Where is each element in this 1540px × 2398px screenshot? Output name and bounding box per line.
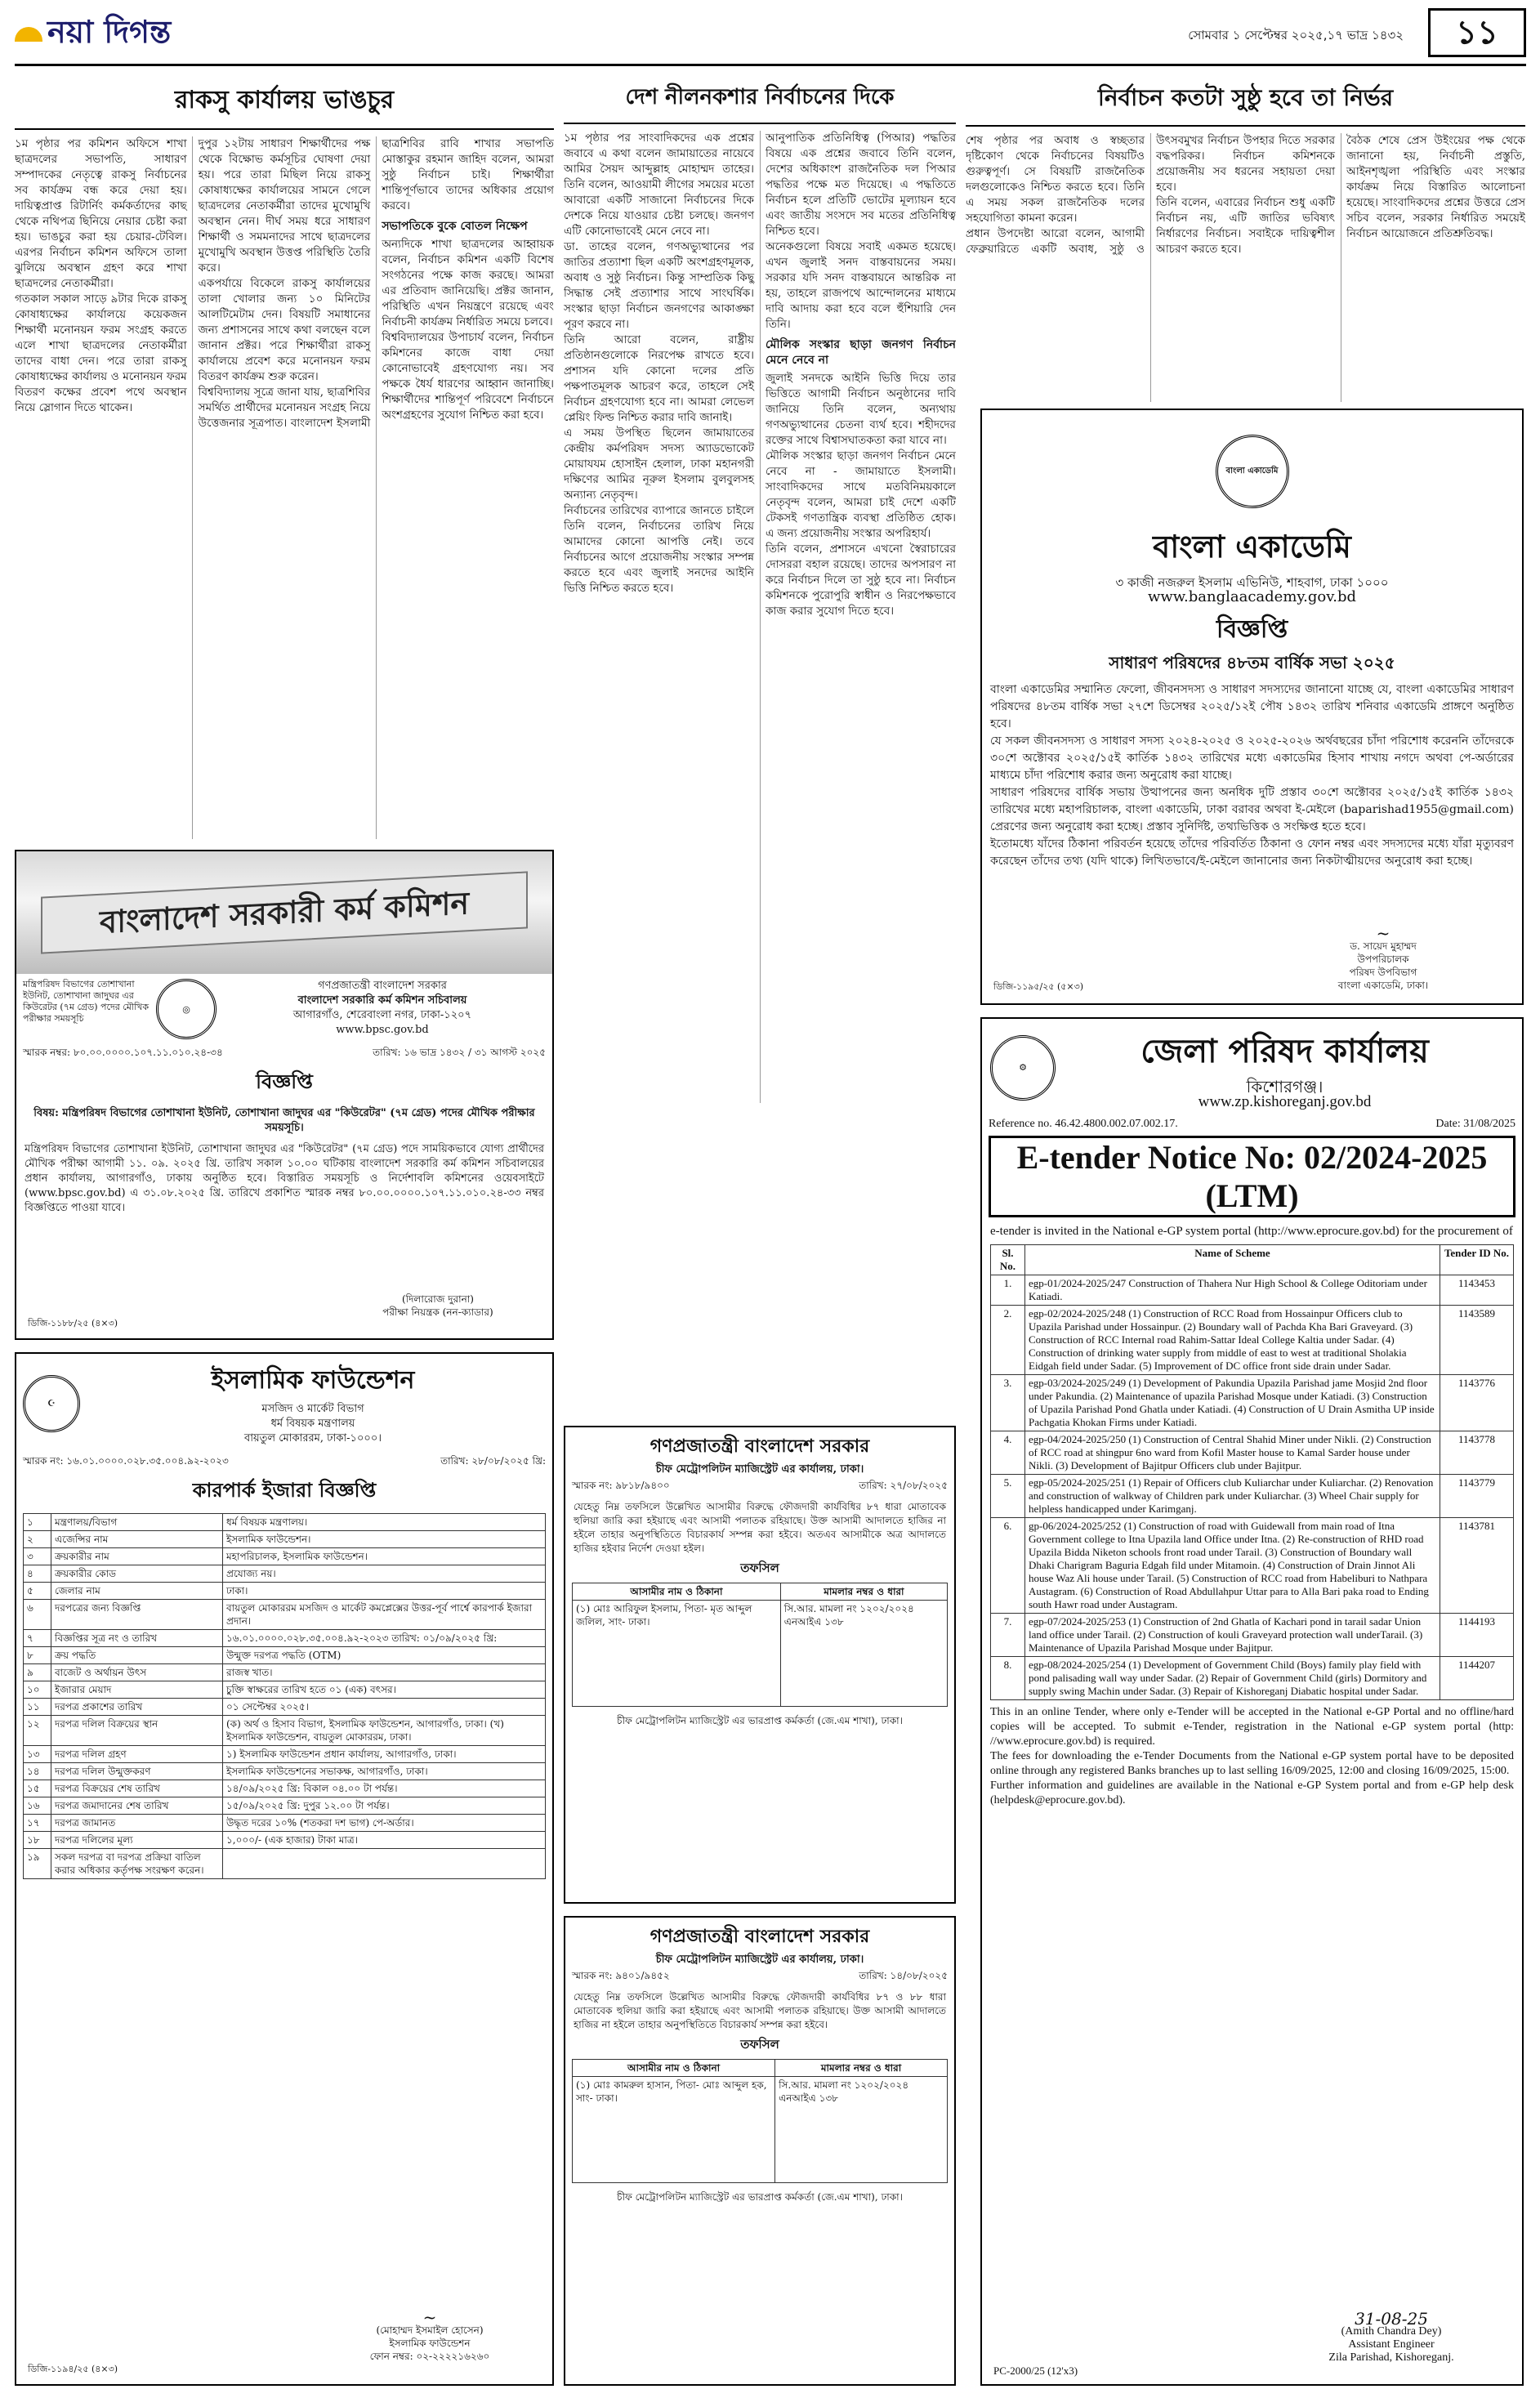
article-fair-election (966, 75, 1525, 402)
paragraph: তিনি আরো বলেন, রাষ্ট্রীয় প্রতিষ্ঠানগুলোকে নিরপেক্ষ রাখতে হবে। প্রশাসন যদি কোনো দলের প্রতি পক্ষপাতমূলক আচরণ করে, তাহলে সেই নির্বাচন গ্রহণযোগ্য হবে না। আমরা লেভেল প্লেয়িং ফিল্ড নিশ্চিত করার দাবি জানাই। (564, 333, 754, 424)
value-cell: মহাপরিচালক, ইসলামিক ফাউন্ডেশন। (223, 1548, 546, 1565)
signature-block (1277, 2309, 1506, 2365)
table-wrap (565, 2056, 954, 2186)
headline: রাকসু কার্যালয় ভাঙচুর (15, 75, 554, 130)
paragraph: বিশ্ববিদ্যালয়ের উপাচার্য বলেন, নির্বাচন কমিশনের কাজে বাধা দেয়া কোনোভাবেই গ্রহণযোগ্য নয়। সব পক্ষকে ধৈর্য ধারণের আহ্বান জানাচ্ছি। শিক্ষার্থীদের শান্তিপূর্ণ পরিবেশে নির্বাচনে অংশগ্রহণের সুযোগ নিশ্চিত করা হবে। (382, 331, 554, 422)
value-cell: ধর্ম বিষয়ক মন্ত্রণালয়। (223, 1514, 546, 1531)
value-cell: ১,০০০/- (এক হাজার) টাকা মাত্র। (223, 1832, 546, 1849)
memo: স্মারক নং: ৯৮১৮/৯৪০০ (572, 1480, 670, 1491)
accused-table (572, 1583, 948, 1707)
label-cell: বিজ্ঞপ্তির সূত্র নং ও তারিখ (51, 1630, 223, 1647)
id-cell: 1143781 (1440, 1518, 1514, 1614)
table-row (24, 1780, 546, 1797)
paragraph: মৌলিক সংস্কার ছাড়া জনগণ নির্বাচন মেনে নেবে না - জামায়াতে ইসলামী। সাংবাদিকদের সাথে মতবিনিময়কালে নেতৃবৃন্দ বলেন, আমরা চাই দেশে একটি টেকসই গণতান্ত্রিক ব্যবস্থা প্রতিষ্ঠিত হোক। এ জন্য প্রয়োজনীয় সংস্কার অপরিহার্য। (766, 449, 956, 540)
court-notice-2 (564, 1916, 956, 2386)
page-header (15, 8, 1526, 60)
address: বায়তুল মোকাররম, ঢাকা-১০০০। (244, 1432, 382, 1445)
paragraph: এ সময় উপস্থিত ছিলেন জামায়াতের কেন্দ্রীয় কর্মপরিষদ সদস্য অ্যাডভোকেট মোয়াযযম হোসাইন হেলাল, ঢাকা মহানগরী দক্ষিণের আমির নূরুল ইসলাম বুলবুলসহ অন্যান্য নেতৃবৃন্দ। (564, 426, 754, 502)
table-row (991, 1431, 1514, 1475)
table-row (991, 1614, 1514, 1657)
subhead: সভাপতিকে বুকে বোতল নিক্ষেপ (382, 220, 528, 233)
sun-icon (15, 27, 42, 42)
district: কিশোরগঞ্জ। (1246, 1078, 1324, 1096)
article-body (966, 133, 1525, 402)
islamic-foundation-ad (15, 1352, 554, 2386)
label-cell: বাজেট ও অর্থায়ন উৎস (51, 1664, 223, 1681)
sl-cell: 3. (991, 1375, 1025, 1431)
tender-notice-title: E-tender Notice No: 02/2024-2025 (LTM) (989, 1136, 1515, 1217)
memo-line (16, 1044, 552, 1064)
signer-org: বাংলা একাডেমি, ঢাকা। (1337, 980, 1429, 991)
table-row (24, 1600, 546, 1630)
value-cell: রাজস্ব খাত। (223, 1664, 546, 1681)
sl-cell: 6. (991, 1518, 1025, 1614)
table-header-row (573, 2060, 948, 2077)
bpsc-header (16, 974, 552, 1044)
notice-body: মন্ত্রিপরিষদ বিভাগের তোশাখানা ইউনিট, তোশাখানা জাদুঘর এর "কিউরেটর" (৭ম গ্রেড) পদে সাময়িকভাবে যোগ্য প্রার্থীদের মৌখিক পরীক্ষা আগামী ১১. ০৯. ২০২৫ খ্রি. তারিখ সকাল ১০.০০ ঘটিকায় বাংলাদেশ সরকারি কর্ম কমিশন সচিবালয়ের প্রধান কার্যালয়, আগারগাঁও, ঢাকায় অনুষ্ঠিত হবে। বিস্তারিত সময়সূচি ও নির্দেশাবলি কমিশনের ওয়েবসাইটে (www.bpsc.gov.bd) এ ৩১.০৮.২০২৫ খ্রি. তারিখে প্রকাশিত স্মারক নম্বর ৮০.০০.০০০০.১০৭.১১.০১০.২৪-৩৩ নম্বর বিজ্ঞপ্তিতে পাওয়া যাবে। (25, 1143, 544, 1214)
table-row (24, 1699, 546, 1716)
emblem-wrap (154, 979, 219, 1039)
court: চীফ মেট্রোপলিটন ম্যাজিস্ট্রেট এর কার্যালয়, ঢাকা। (655, 1463, 864, 1476)
table-row (24, 1514, 546, 1531)
bpsc-emblem-icon: ◎ (156, 979, 216, 1039)
sl-cell: 8. (991, 1657, 1025, 1700)
table-header-row (573, 1583, 948, 1601)
signature-block (340, 1293, 536, 1319)
serial-cell: ১৯ (24, 1849, 51, 1879)
court: চীফ মেট্রোপলিটন ম্যাজিস্ট্রেট এর কার্যালয়, ঢাকা। (655, 1954, 864, 1966)
header-text (219, 979, 546, 1039)
signer: (Amith Chandra Dey) (1341, 2325, 1442, 2338)
paragraph: একপর্যায়ে বিকেলে রাকসু কার্যালয়ের তালা খোলার জন্য ১০ মিনিটের আলটিমেটাম দেন। বিষয়টি সমাধানের জন্য প্রশাসনের সাথে কথা বলছেন বলে জানান প্রক্টর। পরে শিক্ষার্থীরা রাকসু কার্যালয়ে প্রবেশ করে মনোনয়ন ফরম বিতরণ কার্যক্রম শুরু করেন। (198, 277, 371, 383)
label-cell: দরপত্র দলিল গ্রহণ (51, 1746, 223, 1763)
notice-heading: কারপার্ক ইজারা বিজ্ঞপ্তি (192, 1479, 377, 1502)
page-number: ১১ (1428, 8, 1526, 57)
value-cell: ১৬.০১.০০০০.০২৮.৩৫.০০৪.৯২-২০২৩ তারিখ: ০১/০৯/২০২৫ খ্রি: (223, 1630, 546, 1647)
id-cell: 1143779 (1440, 1475, 1514, 1518)
if-title: ইসলামিক ফাউন্ডেশন (211, 1366, 415, 1395)
sl-cell: 2. (991, 1306, 1025, 1375)
scheme-cell: egp-04/2024-2025/250 (1) Construction of Central Shahid Miner under Nikli. (2) Construction of RCC road at shingpur 6no ward from Kofil Master house to Kamal Sarder house under Nikli. (3) Development of Bajitpur Officers club under Bajitpur. (1025, 1431, 1440, 1475)
scheme-cell: egp-03/2024-2025/249 (1) Development of Pakundia Upazila Parishad jame Mosjid 2nd floor under Pakundia. (2) Maintenance of upazila Parishad Mosque under Katiadi. (3) Construction of Upazila Parishad Pond Ghatla under Katiadi. (4) Construction of U Drain Asmitha UP inside Pachgatia Khokan Firms under Katiadi. (1025, 1375, 1440, 1431)
serial-cell: ৮ (24, 1647, 51, 1664)
accused-cell: (১) মোঃ কামরুল হাসান, পিতা- মোঃ আব্দুল হক, সাং- ঢাকা। (573, 2077, 775, 2183)
court-notice-1 (564, 1426, 956, 1904)
signature: ~ (422, 2307, 437, 2327)
value-cell: ১) ইসলামিক ফাউন্ডেশন প্রধান কার্যালয়, আগারগাঁও, ঢাকা। (223, 1746, 546, 1763)
label-cell: দরপত্র দলিলের মূল্য (51, 1832, 223, 1849)
dateline: সোমবার ১ সেপ্টেম্বর ২০২৫,১৭ ভাদ্র ১৪৩২ (1188, 28, 1404, 42)
table-wrap (982, 1243, 1522, 1702)
scheme-cell: egp-01/2024-2025/247 Construction of Thahera Nur High School & College Oditoriam under Katiadi. (1025, 1275, 1440, 1306)
memo-line (565, 1477, 954, 1497)
serial-cell: ১৪ (24, 1763, 51, 1780)
memo: স্মারক নং: ১৬.০১.০০০০.০২৮.৩৫.০০৪.৯২-২০২৩ (23, 1455, 229, 1467)
signer-title: উপপরিচালক (1357, 953, 1409, 965)
bpsc-banner-photo (16, 851, 552, 974)
value-cell: ইসলামিক ফাউন্ডেশন। (223, 1531, 546, 1548)
paragraph: ১ম পৃষ্ঠার পর কমিশন অফিসে শাখা ছাত্রদলের সভাপতি, সাধারণ সম্পাদকের নেতৃত্বে রাকসু নির্বাচনের সব কার্যক্রম বন্ধ করে দেয়া হয়। দায়িত্বপ্রাপ্ত রিটার্নিং কর্মকর্তাদের কাছ থেকে নথিপত্র ছিনিয়ে নেয়ার চেষ্টা করা হয়। ভাঙচুর করা হয় চেয়ার-টেবিল। এরপর নির্বাচন কমিশন অফিসে তালা ঝুলিয়ে অবস্থান গ্রহণ করে শাখা ছাত্রদলের নেতাকর্মীরা। (15, 137, 187, 290)
phone: ফোন নম্বর: ০২-২২২২১৬২৬০ (369, 2351, 490, 2362)
table-row (24, 1664, 546, 1681)
paragraph: অন্যদিকে শাখা ছাত্রদলের আহ্বায়ক বলেন, নির্বাচন কমিশন একটি বিশেষ সংগঠনের পক্ষে কাজ করছে। আমরা এর প্রতিবাদ জানিয়েছি। প্রক্টর জানান, পরিস্থিতি এখন নিয়ন্ত্রণে রয়েছে এবং নির্বাচনী কার্যক্রম নির্ধারিত সময়ে চলবে। (382, 238, 554, 328)
paragraph: যে সকল জীবনসদস্য ও সাধারণ সদস্য ২০২৪-২০২৫ ও ২০২৫-২০২৬ অর্থবছরের চাঁদা পরিশোধ করেননি তাঁদেরকে ৩০শে অক্টোবর ২০২৫/১৫ই কার্তিক ১৪৩২ তারিখের মধ্যে একাডেমির হিসাব শাখায় নগদে অথবা পে-অর্ডারের মাধ্যমে চাঁদা পরিশোধ করার জন্য অনুরোধ করা যাচ্ছে। (990, 735, 1514, 782)
tender-table (990, 1244, 1514, 1700)
id-cell: 1143589 (1440, 1306, 1514, 1375)
value-cell: ১৪/০৯/২০২৫ খ্রি: বিকাল ০৪.০০ টা পর্যন্ত। (223, 1780, 546, 1797)
article-raksu (15, 75, 554, 839)
sl-cell: 4. (991, 1431, 1025, 1475)
paragraph: জুলাই সনদকে আইনি ভিত্তি দিয়ে তার ভিত্তিতে আগামী নির্বাচন অনুষ্ঠানের দাবি জানিয়ে তিনি বলেন, অন্যথায় গণঅভ্যুত্থানের চেতনা ব্যর্থ হবে। শহীদদের রক্তের সাথে বিশ্বাসঘাতকতা করা যাবে না। (766, 372, 956, 447)
paragraph: বাংলা একাডেমির সম্মানিত ফেলো, জীবনসদস্য ও সাধারণ সদস্যদের জানানো যাচ্ছে যে, বাংলা একাডেমির সাধারণ পরিষদের ৪৮তম বার্ষিক সভা ২৭শে ডিসেম্বর ২০২৫/১২ই পৌষ ১৪৩২ তারিখ শনিবার একাডেমি প্রাঙ্গণে অনুষ্ঠিত হবে। (990, 683, 1514, 730)
header-text (80, 1360, 546, 1446)
column-header: Tender ID No. (1440, 1245, 1514, 1275)
table-row (24, 1746, 546, 1763)
signature: 31-08-25 (1355, 2309, 1428, 2329)
subject: বিষয়: মন্ত্রিপরিষদ বিভাগের তোশাখানা ইউনিট, তোশাখানা জাদুঘর এর "কিউরেটর" (৭ম গ্রেড) পদের মৌখিক পরীক্ষার সময়সূচি। (33, 1107, 535, 1134)
paragraph: নির্বাচনের তারিখের ব্যাপারে জানতে চাইলে তিনি বলেন, নির্বাচনের তারিখ নিয়ে আমাদের কোনো আপত্তি নেই। তবে নির্বাচনের আগে প্রয়োজনীয় সংস্কার সম্পন্ন করতে হবে এবং জুলাই সনদের আইনি ভিত্তি নিশ্চিত করতে হবে। (564, 504, 754, 595)
academy-title: বাংলা একাডেমি (1153, 529, 1351, 565)
date: তারিখ: ২৮/০৮/২০২৫ খ্রি: (440, 1455, 546, 1467)
table-row (573, 1601, 948, 1707)
ad-code: ডিজি-১১৯৪/২৫ (৪×৩) (28, 2364, 118, 2374)
gov: গণপ্রজাতন্ত্রী বাংলাদেশ সরকার (649, 1436, 870, 1457)
label-cell: দরপত্র জামানত (51, 1815, 223, 1832)
label-cell: ইজারার মেয়াদ (51, 1681, 223, 1699)
schedule-heading: তফসিল (740, 2037, 779, 2052)
label-cell: সকল দরপত্র বা দরপত্র প্রক্রিয়া বাতিল করার অধিকার কর্তৃপক্ষ সংরক্ষণ করেন। (51, 1849, 223, 1879)
column-header: মামলার নম্বর ও ধারা (775, 2060, 948, 2077)
table-body (24, 1514, 546, 1879)
paragraph: আনুপাতিক প্রতিনিধিত্ব (পিআর) পদ্ধতির বিষয়ে এক প্রশ্নের জবাবে তিনি বলেন, দেশের অধিকাংশ রাজনৈতিক দল পিআর পদ্ধতির পক্ষে মত দিয়েছে। এ পদ্ধতিতে নির্বাচন হলে প্রতিটি ভোটের মূল্যায়ন হবে এবং জাতীয় সংসদে সব মতের প্রতিনিধিত্ব নিশ্চিত হবে। (766, 132, 956, 238)
org: বাংলাদেশ সরকারি কর্ম কমিশন সচিবালয় (297, 994, 467, 1007)
note: This in an online Tender, where only e-Tender will be accepted in the National e-GP Portal and no offline/hard copies will be accepted. To submit e-Tender, registration in the National e-GP system portal (http: //www.eprocure.gov.bd) is required. (990, 1706, 1514, 1748)
id-cell: 1143776 (1440, 1375, 1514, 1431)
paragraph: প্রধান উপদেষ্টা আরো বলেন, আগামী ফেব্রুয়ারিতে একটি অবাধ, সুষ্ঠু ও উৎসবমুখর নির্বাচন উপহার দিতে সরকার বদ্ধপরিকর। নির্বাচন কমিশনকে প্রয়োজনীয় সব ধরনের সহায়তা দেয়া হবে। (966, 134, 1335, 256)
value-cell: বায়তুল মোকাররম মসজিদ ও মার্কেট কমপ্লেক্সের উত্তর-পূর্ব পার্শ্বে কারপার্ক ইজারা প্রদান। (223, 1600, 546, 1630)
notice-heading: বিজ্ঞপ্তি (1216, 615, 1288, 644)
scheme-cell: egp-05/2024-2025/251 (1) Repair of Officers club Kuliarchar under Kuliarchar. (2) Renovation and construction of walkway of Children park under Kuliarchar. (3) Wheel Chair supply for helpless handicapped under Karimganj. (1025, 1475, 1440, 1518)
signer-dept: পরিষদ উপবিভাগ (1349, 967, 1417, 978)
tender-notes (982, 1702, 1522, 1811)
banner-text: বাংলাদেশ সরকারী কর্ম কমিশন (41, 871, 528, 953)
label-cell: মন্ত্রণালয়/বিভাগ (51, 1514, 223, 1531)
paragraph: দুপুর ১২টায় সাধারণ শিক্ষার্থীদের পক্ষ থেকে বিক্ষোভ কর্মসূচির ঘোষণা দেয়া হয়। পরে তারা মিছিল নিয়ে রাকসু কোষাধ্যক্ষের কার্যালয়ের সামনে গেলে ছাত্রদলের নেতাকর্মীরা তাদের মুখোমুখি অবস্থান নেন। দীর্ঘ সময় ধরে সাধারণ শিক্ষার্থী ও সমমনাদের সাথে ছাত্রদলের মুখোমুখি অবস্থান উত্তপ্ত পরিস্থিতি তৈরি করে। (198, 137, 371, 275)
if-emblem-icon: ☪ (23, 1375, 80, 1432)
tender-org-title: জেলা পরিষদ কার্যালয় (1140, 1033, 1429, 1070)
footer: চীফ মেট্রোপলিটন ম্যাজিস্ট্রেট এর ভারপ্রাপ্ত কর্মকর্তা (জে.এম শাখা), ঢাকা। (617, 2191, 903, 2203)
note: Further information and guidelines are available in the National e-GP System portal and from e-GP help desk (helpdesk@eprocure.gov.bd). (990, 1780, 1514, 1806)
paragraph: বৈঠক শেষে প্রেস উইংয়ের পক্ষ থেকে জানানো হয়, নির্বাচনী প্রস্তুতি, আইনশৃঙ্খলা পরিস্থিতি এবং সংস্কার কার্যক্রম নিয়ে বিস্তারিত আলোচনা হয়েছে। সাংবাদিকদের প্রশ্নের উত্তরে প্রেস সচিব বলেন, সরকার নির্ধারিত সময়েই নির্বাচন আয়োজনে প্রতিশ্রুতিবদ্ধ। (1346, 134, 1525, 240)
serial-cell: ১১ (24, 1699, 51, 1716)
value-cell: উন্মুক্ত দরপত্র পদ্ধতি (OTM) (223, 1647, 546, 1664)
subhead: মৌলিক সংস্কার ছাড়া জনগণ নির্বাচন মেনে নেবে না (766, 338, 956, 367)
paragraph: অনেকগুলো বিষয়ে সবাই একমত হয়েছে। এখন জুলাই সনদ বাস্তবায়নের সময়। সরকার যদি সনদ বাস্তবায়নে আন্তরিক না হয়, তাহলে রাজপথে আন্দোলনের মাধ্যমে দাবি আদায় করা হবে বলে হুঁশিয়ারি দেন তিনি। (766, 240, 956, 331)
column-header: Name of Scheme (1025, 1245, 1440, 1275)
value-cell: চুক্তি স্বাক্ষরের তারিখ হতে ০১ (এক) বৎসর। (223, 1681, 546, 1699)
serial-cell: ১ (24, 1514, 51, 1531)
signer-title: পরীক্ষা নিয়ন্ত্রক (নন-ক্যাডার) (382, 1306, 493, 1318)
zila-parishad-emblem-icon: ⚙ (990, 1035, 1056, 1101)
date: Date: 31/08/2025 (1435, 1118, 1515, 1130)
serial-cell: ১৮ (24, 1832, 51, 1849)
article-body (15, 136, 554, 839)
signer: (দিলারোজ দুরানা) (401, 1293, 474, 1305)
table-row (24, 1681, 546, 1699)
serial-cell: ১২ (24, 1716, 51, 1746)
serial-cell: ১০ (24, 1681, 51, 1699)
table-row (24, 1815, 546, 1832)
serial-cell: ১৬ (24, 1797, 51, 1815)
serial-cell: ৬ (24, 1600, 51, 1630)
sl-cell: 5. (991, 1475, 1025, 1518)
value-cell: উদ্ধৃত দরের ১০% (শতকরা দশ ভাগ) পে-অর্ডার। (223, 1815, 546, 1832)
paragraph: ডা. তাহের বলেন, গণঅভ্যুত্থানের পর জাতির প্রত্যাশা ছিল একটি অংশগ্রহণমূলক, অবাধ ও সুষ্ঠু নির্বাচন। কিন্তু সাম্প্রতিক কিছু সিদ্ধান্ত সেই প্রত্যাশার সাথে সাংঘর্ষিক। সংস্কার ছাড়া নির্বাচন জনগণের আকাঙ্ক্ষা পূরণ করবে না। (564, 240, 754, 331)
tender-intro: e-tender is invited in the National e-GP system portal (http://www.eprocure.gov.bd) for the procurement of (990, 1225, 1513, 1238)
paragraph: শেষ পৃষ্ঠার পর অবাধ ও স্বচ্ছতার দৃষ্টিকোণ থেকে নির্বাচনের বিষয়টিও গুরুত্বপূর্ণ। সে বিষয়টি রাজনৈতিক দলগুলোকেও নিশ্চিত করতে হবে। তিনি এ সময় সকল রাজনৈতিক দলের সহযোগিতা কামনা করেন। (966, 134, 1145, 225)
table-row (24, 1849, 546, 1879)
serial-cell: ২ (24, 1531, 51, 1548)
table-row (24, 1531, 546, 1548)
paragraph: বিশ্ববিদ্যালয় সূত্রে জানা যায়, ছাত্রশিবির সমর্থিত প্রার্থীদের মনোনয়ন সংগ্রহ নিয়ে উত্তেজনার সূত্রপাত। বাংলাদেশ ইসলামী ছাত্রশিবির রাবি শাখার সভাপতি মোস্তাকুর রহমান জাহিদ বলেন, আমরা সুষ্ঠু নির্বাচন চাই। শিক্ষার্থীরা শান্তিপূর্ণভাবে তাদের অধিকার প্রয়োগ করবে। (198, 137, 554, 430)
column-header: আসামীর নাম ও ঠিকানা (573, 2060, 775, 2077)
table-body (991, 1275, 1514, 1700)
serial-cell: ১৩ (24, 1746, 51, 1763)
bpsc-ad (15, 850, 554, 1340)
table-row (24, 1583, 546, 1600)
table-row (24, 1797, 546, 1815)
paragraph: তিনি বলেন, প্রশাসনে এখনো স্বৈরাচারের দোসররা বহাল রয়েছে। তাদের অপসারণ না করে নির্বাচন দিলে তা সুষ্ঠু হবে না। নির্বাচন কমিশনকে পুরোপুরি স্বাধীন ও নিরপেক্ষভাবে কাজ করার সুযোগ দিতে হবে। (766, 543, 956, 618)
label-cell: দরপত্র জমাদানের শেষ তারিখ (51, 1797, 223, 1815)
if-header (16, 1354, 552, 1453)
signature-block (1277, 923, 1489, 992)
table-row (24, 1565, 546, 1583)
ad-code: ডিজি-১১৮৮/২৫ (৪×৩) (28, 1318, 118, 1329)
table-row (991, 1518, 1514, 1614)
paragraph: ১ম পৃষ্ঠার পর সাংবাদিকদের এক প্রশ্নের জবাবে এ কথা বলেন জামায়াতের নায়েবে আমির সৈয়দ আব্দুল্লাহ মোহাম্মদ তাহের। তিনি বলেন, আওয়ামী লীগের সময়ের মতো আবারো একটি সাজানো নির্বাচনের দিকে দেশকে নিয়ে যাওয়ার চেষ্টা চলছে। জনগণ এটি কোনোভাবেই মেনে নেবে না। (564, 132, 754, 238)
table-row (24, 1630, 546, 1647)
id-cell: 1143778 (1440, 1431, 1514, 1475)
tender-header (982, 1019, 1522, 1116)
signer-org: Zila Parishad, Kishoreganj. (1328, 2351, 1454, 2364)
label-cell: দরপত্রের জন্য বিজ্ঞপ্তি (51, 1600, 223, 1630)
ad-code: PC-2000/25 (12'x3) (993, 2365, 1078, 2377)
value-cell: ০১ সেপ্টেম্বর ২০২৫। (223, 1699, 546, 1716)
header-rule (15, 64, 1526, 66)
date: তারিখ: ১৪/০৮/২০২৫ (859, 1970, 948, 1981)
website: www.zp.kishoreganj.gov.bd (1198, 1093, 1372, 1110)
scheme-cell: egp-02/2024-2025/248 (1) Construction of RCC Road from Hossainpur Officers club to Upazila Parishad under Hossainpur. (2) Boundary wall of Pachda Kha Bari Graveyard. (3) Construction of RCC Internal road Rahim-Sattar Ideal College Kaltia under Sadar. (4) Construction of drinking water supply from middle of east to west at traditional Sholakia Eidgah field under Sadar. (5) Improvement of DC office front side drain under Sadar. (1025, 1306, 1440, 1375)
paragraph: গতকাল সকাল সাড়ে ৯টার দিকে রাকসু কোষাধ্যক্ষের কার্যালয়ে কয়েকজন শিক্ষার্থী মনোনয়ন ফরম সংগ্রহ করতে এলে শাখা ছাত্রদলের নেতাকর্মীরা তাদের বাধা দেন। পরে তারা রাকসু কোষাধ্যক্ষের কার্যালয় ও মনোনয়ন ফরম বিতরণ কক্ষের প্রবেশ পথে অবস্থান নিয়ে স্লোগান দিতে থাকেন। (15, 292, 187, 414)
signature: ~ (1376, 923, 1390, 943)
paragraph: সাধারণ পরিষদের বার্ষিক সভায় উত্থাপনের জন্য অনধিক দুটি প্রস্তাব ৩০শে অক্টোবর ২০২৫/১৫ই কার্তিক ১৪৩২ তারিখের মধ্যে মহাপরিচালক, বাংলা একাডেমি, ঢাকা বরাবর অথবা ই-মেইলে (baparishad1955@gmail.com) প্রেরণের জন্য অনুরোধ করা হচ্ছে। প্রস্তাব সুনির্দিষ্ট, তথ্যভিত্তিক ও সংক্ষিপ্ত হতে হবে। (990, 786, 1514, 833)
memo: স্মারক নং: ৯৪০১/৯৪৫২ (572, 1970, 670, 1981)
paragraph: তিনি বলেন, এবারের নির্বাচন শুধু একটি নির্বাচন নয়, এটি জাতির ভবিষ্যৎ নির্ধারণের নির্বাচন। সবাইকে দায়িত্বশীল আচরণ করতে হবে। (1156, 196, 1335, 256)
memo-line (16, 1453, 552, 1472)
table-row (991, 1475, 1514, 1518)
table-wrap (565, 1579, 954, 1710)
signer-title: Assistant Engineer (1348, 2338, 1435, 2351)
table-row (24, 1548, 546, 1565)
gov: গণপ্রজাতন্ত্রী বাংলাদেশ সরকার (649, 1927, 870, 1947)
signer-title: ইসলামিক ফাউন্ডেশন (389, 2338, 471, 2349)
ad-code: ডিজি-১১৯৫/২৫ (৫×৩) (993, 981, 1084, 992)
table-row (24, 1647, 546, 1664)
label-cell: দরপত্র দলিল বিক্রয়ের স্থান (51, 1716, 223, 1746)
academy-emblem-icon: বাংলা একাডেমি (1216, 435, 1289, 508)
reference: Reference no. 46.42.4800.002.07.002.17. (989, 1118, 1178, 1130)
header-text (1056, 1025, 1514, 1110)
column-header: Sl. No. (991, 1245, 1025, 1275)
serial-cell: ৪ (24, 1565, 51, 1583)
notice-body (982, 678, 1522, 873)
website: www.bpsc.gov.bd (336, 1024, 429, 1036)
id-cell: 1143453 (1440, 1275, 1514, 1306)
serial-cell: ৫ (24, 1583, 51, 1600)
serial-cell: ১৭ (24, 1815, 51, 1832)
academy-website: www.banglaacademy.gov.bd (1147, 588, 1357, 605)
article-election (564, 75, 956, 2232)
masthead-logo (15, 8, 171, 60)
tender-table (23, 1513, 546, 1879)
value-cell: ইসলামিক ফাউন্ডেশনের সভাকক্ষ, আগারগাঁও, ঢাকা। (223, 1763, 546, 1780)
table-row (24, 1763, 546, 1780)
notice-heading: বিজ্ঞপ্তি (256, 1070, 313, 1093)
sl-cell: 1. (991, 1275, 1025, 1306)
case-cell: সি.আর. মামলা নং ১২০২/২০২৪ এনআইএ ১৩৮ (775, 2077, 948, 2183)
table-row (24, 1716, 546, 1746)
case-cell: সি.আর. মামলা নং ১২০২/২০২৪ এনআইএ ১৩৮ (780, 1601, 947, 1707)
memo: স্মারক নম্বর: ৮০.০০.০০০০.১০৭.১১.০১০.২৪-৩৪ (23, 1047, 223, 1058)
logo-text: নয়া দিগন্ত (47, 14, 172, 50)
column-header: আসামীর নাম ও ঠিকানা (573, 1583, 781, 1601)
reference-line (982, 1116, 1522, 1132)
id-cell: 1144193 (1440, 1614, 1514, 1657)
label-cell: জেলার নাম (51, 1583, 223, 1600)
label-cell: এজেন্সির নাম (51, 1531, 223, 1548)
date: তারিখ: ২৭/০৮/২০২৫ (859, 1480, 948, 1491)
footer: চীফ মেট্রোপলিটন ম্যাজিস্ট্রেট এর ভারপ্রাপ্ত কর্মকর্তা (জে.এম শাখা), ঢাকা। (617, 1715, 903, 1726)
notice-body: যেহেতু নিম্ন তফসিলে উল্লেখিত আসামীর বিরুদ্ধে ফৌজদারী কার্যবিধির ৮৭ ও ৮৮ ধারা মোতাবেক হুলিয়া জারি করা হইয়াছে এবং আসামী পলাতক রহিয়াছে। উক্ত আসামী আদালতে হাজির না হইলে তাহার অনুপস্থিতিতে বিচারকার্য সম্পন্ন করা হইবে। (574, 1991, 946, 2030)
accused-table (572, 2059, 948, 2183)
value-cell (223, 1849, 546, 1879)
note: The fees for downloading the e-Tender Documents from the National e-GP system portal have to be deposited online through any registered Banks branches up to last selling 16/09/2025, 12:00 and closing 16/09/2025, 15:00. (990, 1750, 1514, 1777)
address: আগারগাঁও, শেরেবাংলা নগর, ঢাকা-১২০৭ (292, 1009, 472, 1021)
label-cell: ক্রয় পদ্ধতি (51, 1647, 223, 1664)
headline: দেশ নীলনকশার নির্বাচনের দিকে (564, 75, 956, 124)
column-header: মামলার নম্বর ও ধারা (780, 1583, 947, 1601)
scheme-cell: egp-07/2024-2025/253 (1) Construction of 2nd Ghatla of Kachari pond in tarail sadar Union land office under Tarail. (2) Construction of kouli Graveyard protection wall underTarail. (3) Maintenance of Upazila Parishad Mosque under Bajitpur. (1025, 1614, 1440, 1657)
schedule-heading: তফসিল (740, 1561, 779, 1575)
signer-name: ড. সায়েদ মুহাম্মদ (1350, 940, 1417, 952)
signer: (মোহাম্মদ ইসমাইল হোসেন) (376, 2324, 484, 2336)
memo-line (565, 1967, 954, 1987)
value-cell: (ক) অর্থ ও হিসাব বিভাগ, ইসলামিক ফাউন্ডেশন, আগারগাঁও, ঢাকা। (খ) ইসলামিক ফাউন্ডেশন, বায়তুল মোকাররম, ঢাকা। (223, 1716, 546, 1746)
sl-cell: 7. (991, 1614, 1025, 1657)
notice-subtitle: সাধারণ পরিষদের ৪৮তম বার্ষিক সভা ২০২৫ (1109, 653, 1395, 672)
label-cell: ক্রয়কারীর নাম (51, 1548, 223, 1565)
gov: গণপ্রজাতন্ত্রী বাংলাদেশ সরকার (318, 980, 447, 992)
accused-cell: (১) মোঃ আরিফুল ইসলাম, পিতা- মৃত আব্দুল জলিল, সাং- ঢাকা। (573, 1601, 781, 1707)
serial-cell: ৯ (24, 1664, 51, 1681)
serial-cell: ১৫ (24, 1780, 51, 1797)
article-body (564, 131, 956, 1103)
serial-cell: ৭ (24, 1630, 51, 1647)
serial-cell: ৩ (24, 1548, 51, 1565)
table-header-row (991, 1245, 1514, 1275)
ministry: ধর্ম বিষয়ক মন্ত্রণালয় (270, 1418, 355, 1430)
label-cell: ক্রয়কারীর কোড (51, 1565, 223, 1583)
emblem-wrap (982, 435, 1522, 508)
table-wrap (16, 1513, 552, 1879)
date: তারিখ: ১৬ ভাদ্র ১৪৩২ / ৩১ আগস্ট ২০২৫ (373, 1047, 546, 1058)
scheme-cell: gp-06/2024-2025/252 (1) Construction of road with Guidewall from main road of Itna Government college to Itna Upazila land Office under Itna. (2) Re-construction of RHD road Upazila Bidda Niketon schools front road under Tarail. (3) Construction of Boundary wall Dhaki Charigram Baguria Edgah fild under Mitamoin. (4) Construction of Drain Jinnot Ali house Waz Ali house under Tarail. (5) Construction of RCC road from Habeliburi to Nathpara Austagram. (6) Construction of Road Abdullahpur Uttar para to Alla Bari paka road to Ending south Hawr road under Austagram. (1025, 1518, 1440, 1614)
label-cell: দরপত্র দলিল উন্মুক্তকরণ (51, 1763, 223, 1780)
value-cell: ১৫/০৯/২০২৫ খ্রি: দুপুর ১২.০০ টা পর্যন্ত। (223, 1797, 546, 1815)
label-cell: দরপত্র বিক্রয়ের শেষ তারিখ (51, 1780, 223, 1797)
table-row (24, 1832, 546, 1849)
table-row (991, 1275, 1514, 1306)
table-row (991, 1657, 1514, 1700)
academy-address: ৩ কাজী নজরুল ইসলাম এভিনিউ, শাহবাগ, ঢাকা ১০০০ (1115, 575, 1389, 590)
id-cell: 1144207 (1440, 1657, 1514, 1700)
signature-block (324, 2307, 536, 2363)
paragraph: ইতোমধ্যে যাঁদের ঠিকানা পরিবর্তন হয়েছে তাঁদের পরিবর্তিত ঠিকানা ও ফোন নম্বর এবং সদস্যদের মধ্যে যাঁরা মৃত্যুবরণ করেছেন তাঁদের তথ্য (যদি থাকে) লিখিতভাবে/ই-মেইলে জানানোর জন্য নিকটাত্মীয়দের অনুরোধ করা হচ্ছে। (990, 837, 1514, 868)
headline: নির্বাচন কতটা সুষ্ঠু হবে তা নির্ভর (966, 75, 1525, 127)
left-note: মন্ত্রিপরিষদ বিভাগের তোশাখানা ইউনিট, তোশাখানা জাদুঘর এর কিউরেটর (৭ম গ্রেড) পদের মৌখিক পরীক্ষার সময়সূচি (23, 979, 150, 1024)
sub: মসজিদ ও মার্কেট বিভাগ (261, 1403, 364, 1415)
label-cell: দরপত্র প্রকাশের তারিখ (51, 1699, 223, 1716)
value-cell: প্রযোজ্য নয়। (223, 1565, 546, 1583)
table-row (991, 1306, 1514, 1375)
table-row (573, 2077, 948, 2183)
table-row (991, 1375, 1514, 1431)
etender-ad (980, 1017, 1524, 2386)
notice-body: যেহেতু নিম্ন তফসিলে উল্লেখিত আসামীর বিরুদ্ধে ফৌজদারী কার্যবিধির ৮৭ ধারা মোতাবেক হুলিয়া জারি করা হইয়াছে এবং আসামী পলাতক রহিয়াছে। উক্ত আসামী আদালতে হাজির না হইলে তাহার অনুপস্থিতিতে বিচারকার্য সম্পন্ন করা হইবে। অতএব আসামীকে অত্র আদালতে হাজির হইবার নির্দেশ দেওয়া হইল। (574, 1501, 946, 1554)
value-cell: ঢাকা। (223, 1583, 546, 1600)
scheme-cell: egp-08/2024-2025/254 (1) Development of Government Child (Boys) family play field with pond palisading wall way under Sadar. (2) Repair of Government Child (girls) Dormitory and supply swing Machin under Sadar. (3) Repair of Kishoreganj Diabatic hospital under Sadar. (1025, 1657, 1440, 1700)
bangla-academy-ad (980, 409, 1524, 1005)
